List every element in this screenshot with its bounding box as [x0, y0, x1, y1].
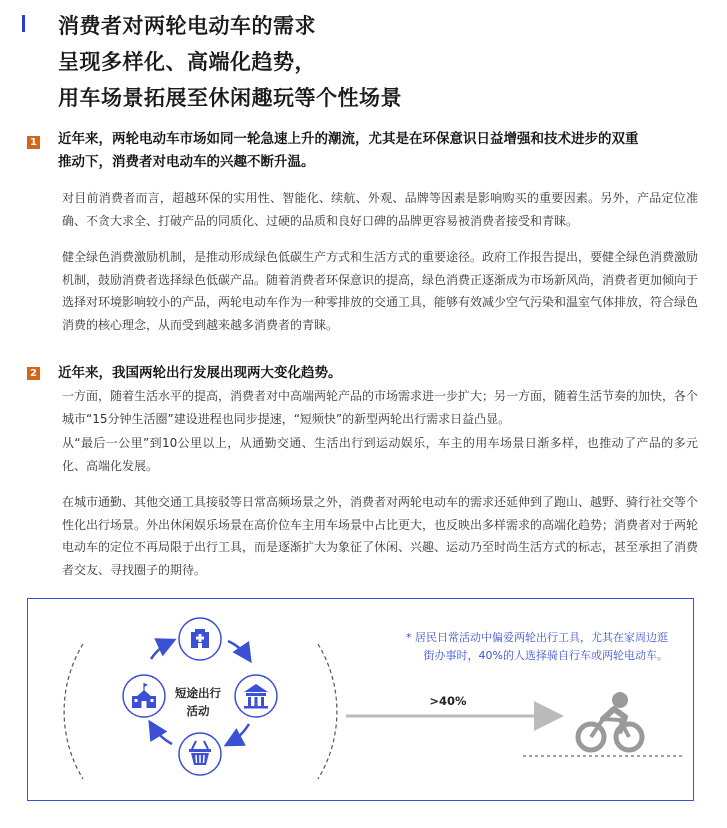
short-trip-diagram [27, 598, 694, 801]
left-dashed-arc [64, 644, 83, 779]
cyclist-icon [578, 692, 642, 750]
section-2-paragraph-3: 在城市通勤、其他交通工具接驳等日常高频场景之外，消费者对两轮电动车的需求还延伸到了跑山、越野、骑行社交等个性化出行场景。外出休闲娱乐场景在高价位车主用车场景中占比更大，也反映出多样需求的高端化趋势；消费者对于两轮电动车的定位不再局限于出行工具，而是逐渐扩大为象征了休闲、兴趣、运动乃至时尚生活方式的标志，甚至承担了消费者交友、寻找圈子的期待。 [62, 495, 699, 577]
section-1-heading [58, 128, 698, 174]
title-accent-bar [22, 15, 25, 32]
section-1-paragraph-2: 健全绿色消费激励机制，是推动形成绿色低碳生产方式和生活方式的重要途径。政府工作报告提出，要健全绿色消费激励机制，鼓励消费者选择绿色低碳产品。随着消费者环保意识的提高，绿色消费正逐渐成为市场新风尚，消费者更加倾向于选择对环境影响较小的产品，两轮电动车作为一种零排放的交通工具，能够有效减少空气污染和温室气体排放，符合绿色消费的核心理念，从而受到越来越多消费者的青睐。 [62, 250, 699, 332]
page-title-line-3: 用车场景拓展至休闲趣玩等个性场景 [58, 86, 402, 110]
arrow-label: >40% [429, 694, 467, 708]
cycle-arrow-2 [228, 641, 249, 659]
diagram-note [368, 629, 668, 665]
page-title-line-1: 消费者对两轮电动车的需求 [58, 14, 316, 38]
section-1-paragraph-1: 对目前消费者而言，超越环保的实用性、智能化、续航、外观、品牌等因素是影响购买的重要因素。另外，产品定位准确、不贪大求全、打破产品的同质化、过硬的品质和良好口碑的品牌更容易被消费者接受和青睐。 [62, 191, 698, 228]
section-2-paragraph-2: 从“最后一公里”到10公里以上，从通勤交通、生活出行到运动娱乐，车主的用车场景日渐多样，也推动了产品的多元化、高端化发展。 [62, 436, 698, 473]
section-1-heading-line-2: 推动下，消费者对电动车的兴趣不断升温。 [58, 154, 315, 170]
section-1-number: 1 [27, 136, 40, 149]
diagram-note-line-1: * 居民日常活动中偏爱两轮出行工具，尤其在家周边逛 [406, 631, 668, 644]
page-title [58, 8, 402, 116]
section-2-number: 2 [27, 367, 40, 380]
center-label-line-1: 短途出行 [175, 686, 221, 700]
page-title-line-2: 呈现多样化、高端化趋势， [58, 50, 316, 74]
school-icon [123, 675, 165, 717]
diagram-note-line-2: 街办事时，40%的人选择骑自行车或两轮电动车。 [423, 649, 668, 662]
center-label [163, 684, 233, 720]
section-2-heading: 近年来，我国两轮出行发展出现两大变化趋势。 [58, 365, 342, 381]
center-label-line-2: 活动 [186, 704, 210, 718]
hospital-icon [179, 618, 221, 660]
shopping-basket-icon [179, 733, 221, 775]
temple-icon [235, 675, 277, 717]
cycle-arrow-3 [228, 724, 249, 744]
section-2-paragraph-1: 一方面，随着生活水平的提高，消费者对中高端两轮产品的市场需求进一步扩大；另一方面，随着生活节奏的加快，各个城市“15分钟生活圈”建设进程也同步提速，“短频快”的新型两轮出行需求日益凸显。 [62, 389, 699, 426]
right-dashed-arc [318, 644, 337, 779]
cycle-arrow-4 [151, 724, 172, 744]
cycle-arrow-1 [151, 641, 172, 659]
section-1-heading-line-1: 近年来，两轮电动车市场如同一轮急速上升的潮流，尤其是在环保意识日益增强和技术进步的双重 [58, 131, 639, 147]
